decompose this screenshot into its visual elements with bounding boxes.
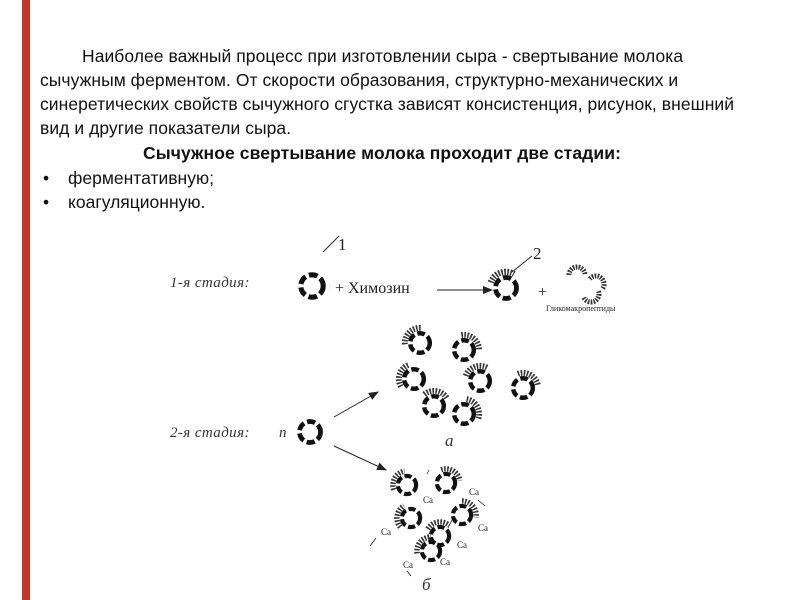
- label-2: 2: [533, 244, 542, 263]
- arrow-to-a: [334, 392, 378, 417]
- plus-sign-1: +: [335, 280, 345, 297]
- glycomacropeptides-label: Гликомакропептиды: [546, 304, 616, 313]
- para-casein-micelle: [300, 422, 321, 443]
- glycomacropeptide-fragments: [569, 267, 607, 304]
- calcium-label: Ca: [469, 487, 479, 497]
- list-item: • ферментативную;: [40, 166, 740, 190]
- list-item: • коагуляционную.: [40, 190, 740, 214]
- fragment: [583, 291, 601, 304]
- micelle: [393, 471, 416, 494]
- plus-sign-2: +: [538, 284, 548, 301]
- micelle: [466, 366, 490, 391]
- calcium-label: Ca: [478, 523, 488, 533]
- pointer-line-2: [512, 256, 532, 272]
- calcium-label: Ca: [440, 557, 450, 567]
- fragment: [569, 267, 585, 275]
- arrow-to-b: [334, 446, 386, 470]
- micelle: [399, 365, 424, 389]
- calcium-label: Ca: [381, 527, 391, 537]
- stage1-label: 1-я стадия:: [170, 275, 250, 291]
- stages-subheading: Сычужное свертывание молока проходит две стадии:: [142, 143, 622, 163]
- label-1: 1: [338, 235, 347, 254]
- fragment: [590, 273, 607, 289]
- enzyme-chymosin: Химозин: [348, 280, 410, 297]
- calcium-bridge-line: [448, 520, 452, 528]
- intro-paragraph: Наиболее важный процесс при изготовлении сыра - свертывание молока сычужным ферментом. От скорости образования, структурно-механических и синеретических свойств сычужного сгустка зависят консистенция, рисунок, внешний вид и другие показатели сыра.: [40, 46, 735, 138]
- micelle: [437, 469, 460, 492]
- micelle: [300, 422, 321, 443]
- micelle: [454, 335, 479, 360]
- micelle: [513, 373, 538, 398]
- calcium-bridge-line: [370, 538, 376, 546]
- calcium-label: Ca: [457, 540, 467, 550]
- calcium-label: Ca: [403, 560, 413, 570]
- micelle: [301, 275, 329, 297]
- casein-micelle-whole: [301, 275, 329, 297]
- pointer-line-1: [323, 236, 339, 252]
- micelle: [453, 501, 476, 524]
- micelle: [405, 328, 430, 353]
- micelle: [454, 399, 479, 424]
- label-b: б: [422, 575, 431, 594]
- micelle-cluster-a: [399, 328, 538, 424]
- calcium-bridge-line: [478, 500, 485, 506]
- calcium-label: Ca: [423, 495, 433, 505]
- calcium-bridge-line: [407, 571, 411, 576]
- micelle: [417, 537, 440, 560]
- stage2-n: n: [279, 425, 287, 441]
- label-a: а: [445, 431, 454, 450]
- micelle: [397, 506, 420, 527]
- micelle: [424, 391, 447, 416]
- casein-micelle-cleaved: [491, 272, 517, 299]
- calcium-bridge-line: [427, 470, 429, 474]
- micelle: [491, 272, 517, 299]
- stage2-label: 2-я стадия:: [170, 425, 250, 441]
